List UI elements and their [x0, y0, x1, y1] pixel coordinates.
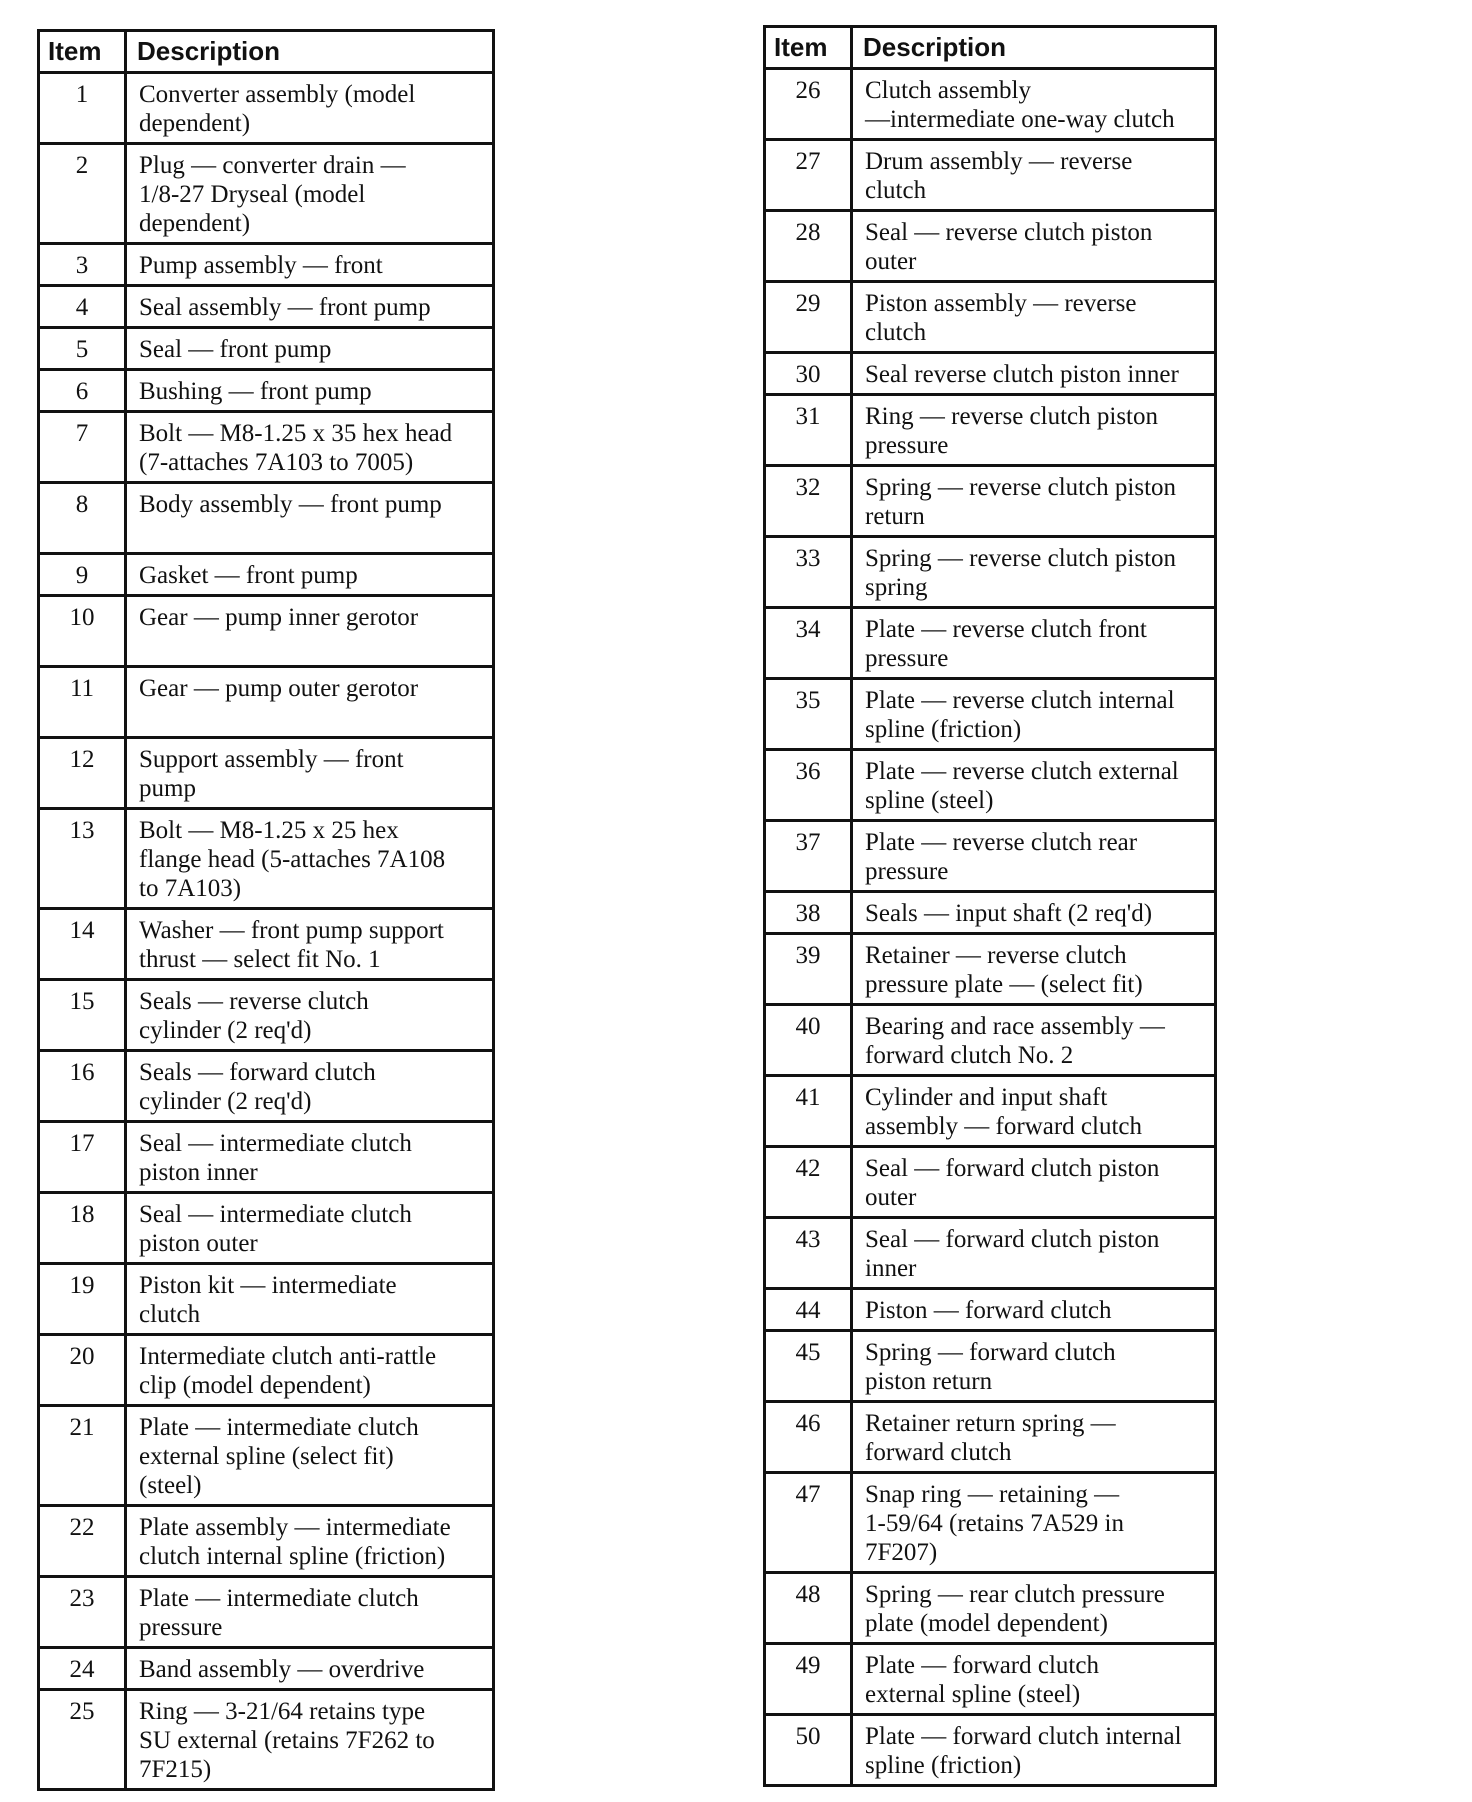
- item-description: [852, 466, 1216, 537]
- description-line: Bushing — front pump: [139, 378, 372, 405]
- item-number: 19: [39, 1264, 126, 1335]
- description-line: Piston assembly — reverse: [865, 290, 1137, 317]
- parts-table-left: [37, 29, 495, 1791]
- item-description: [126, 244, 494, 286]
- item-description: [126, 554, 494, 596]
- table-row: [765, 1005, 1216, 1076]
- description-line: Piston — forward clutch: [865, 1297, 1112, 1324]
- item-description: [126, 1335, 494, 1406]
- item-number: 39: [765, 934, 852, 1005]
- table-row: [39, 596, 494, 667]
- item-number: 30: [765, 353, 852, 395]
- item-column-header: Item: [39, 31, 126, 73]
- item-number: 25: [39, 1690, 126, 1790]
- description-line: Plug — converter drain —: [139, 152, 406, 179]
- description-line: Retainer — reverse clutch: [865, 942, 1127, 969]
- description-line: Intermediate clutch anti-rattle: [139, 1343, 437, 1370]
- description-line: Support assembly — front: [139, 746, 404, 773]
- item-description: [852, 892, 1216, 934]
- description-column-header: Description: [852, 27, 1216, 69]
- description-line: thrust — select fit No. 1: [139, 946, 381, 973]
- item-description: [126, 483, 494, 554]
- table-row: [39, 412, 494, 483]
- description-line: Spring — reverse clutch piston: [865, 474, 1177, 501]
- description-line: Body assembly — front pump: [139, 491, 442, 518]
- item-description: [852, 608, 1216, 679]
- description-line: Retainer return spring —: [865, 1410, 1116, 1437]
- description-line: Plate — reverse clutch internal: [865, 687, 1175, 714]
- description-line: pressure plate — (select fit): [865, 971, 1143, 998]
- table-row: [39, 1335, 494, 1406]
- description-line: Plate assembly — intermediate: [139, 1514, 451, 1541]
- item-description: [126, 909, 494, 980]
- description-line: Plate — intermediate clutch: [139, 1585, 419, 1612]
- table-row: [39, 1648, 494, 1690]
- table-row: [765, 1473, 1216, 1573]
- item-number: 11: [39, 667, 126, 738]
- description-line: Plate — forward clutch: [865, 1652, 1099, 1679]
- item-number: 42: [765, 1147, 852, 1218]
- item-number: 5: [39, 328, 126, 370]
- item-number: 28: [765, 211, 852, 282]
- description-line: 7F215): [139, 1756, 212, 1783]
- description-line: Bolt — M8-1.25 x 35 hex head: [139, 420, 453, 447]
- item-description: [126, 412, 494, 483]
- description-line: piston return: [865, 1368, 993, 1395]
- description-line: clip (model dependent): [139, 1372, 371, 1399]
- table-row: [39, 1051, 494, 1122]
- description-line: Plate — reverse clutch rear: [865, 829, 1138, 856]
- description-line: dependent): [139, 210, 251, 237]
- description-line: pressure: [139, 1614, 223, 1641]
- item-column-header: Item: [765, 27, 852, 69]
- item-number: 45: [765, 1331, 852, 1402]
- description-line: piston inner: [139, 1159, 258, 1186]
- description-line: forward clutch: [865, 1439, 1012, 1466]
- item-number: 3: [39, 244, 126, 286]
- table-row: [765, 395, 1216, 466]
- item-number: 26: [765, 69, 852, 140]
- table-row: [765, 821, 1216, 892]
- item-description: [126, 596, 494, 667]
- item-description: [126, 286, 494, 328]
- description-line: Clutch assembly: [865, 77, 1031, 104]
- description-line: spline (friction): [865, 716, 1022, 743]
- table-row: [39, 1193, 494, 1264]
- table-row: [39, 483, 494, 554]
- description-line: spline (friction): [865, 1752, 1022, 1779]
- table-row: [765, 892, 1216, 934]
- description-line: Pump assembly — front: [139, 252, 383, 279]
- item-number: 50: [765, 1715, 852, 1786]
- description-line: —intermediate one-way clutch: [865, 106, 1175, 133]
- description-line: Spring — rear clutch pressure: [865, 1581, 1165, 1608]
- description-line: pump: [139, 775, 196, 802]
- description-line: forward clutch No. 2: [865, 1042, 1074, 1069]
- description-line: Spring — forward clutch: [865, 1339, 1116, 1366]
- description-line: to 7A103): [139, 875, 242, 902]
- item-number: 43: [765, 1218, 852, 1289]
- item-number: 12: [39, 738, 126, 809]
- item-number: 47: [765, 1473, 852, 1573]
- table-row: [39, 244, 494, 286]
- item-description: [852, 1473, 1216, 1573]
- description-line: Seals — reverse clutch: [139, 988, 369, 1015]
- item-number: 10: [39, 596, 126, 667]
- item-description: [126, 1690, 494, 1790]
- description-line: Converter assembly (model: [139, 81, 416, 108]
- item-description: [126, 1648, 494, 1690]
- description-line: (steel): [139, 1472, 202, 1499]
- item-description: [852, 1218, 1216, 1289]
- table-row: [39, 286, 494, 328]
- description-line: external spline (select fit): [139, 1443, 394, 1470]
- item-description: [126, 1506, 494, 1577]
- item-number: 16: [39, 1051, 126, 1122]
- description-line: Spring — reverse clutch piston: [865, 545, 1177, 572]
- description-line: Gear — pump outer gerotor: [139, 675, 419, 702]
- item-number: 21: [39, 1406, 126, 1506]
- item-number: 6: [39, 370, 126, 412]
- item-description: [852, 1573, 1216, 1644]
- item-number: 36: [765, 750, 852, 821]
- table-row: [765, 211, 1216, 282]
- description-line: Seal reverse clutch piston inner: [865, 361, 1179, 388]
- description-line: Seal — intermediate clutch: [139, 1130, 412, 1157]
- description-line: Seal — front pump: [139, 336, 332, 363]
- item-description: [852, 69, 1216, 140]
- description-line: return: [865, 503, 925, 530]
- item-description: [852, 1331, 1216, 1402]
- description-line: 7F207): [865, 1539, 938, 1566]
- table-row: [39, 370, 494, 412]
- item-description: [852, 1076, 1216, 1147]
- description-line: 1-59/64 (retains 7A529 in: [865, 1510, 1124, 1537]
- table-row: [39, 73, 494, 144]
- item-description: [126, 809, 494, 909]
- item-number: 13: [39, 809, 126, 909]
- description-line: Ring — 3-21/64 retains type: [139, 1698, 426, 1725]
- table-row: [765, 934, 1216, 1005]
- table-row: [39, 667, 494, 738]
- parts-table-right: [763, 25, 1217, 1787]
- table-row: [39, 144, 494, 244]
- table-row: [765, 1402, 1216, 1473]
- description-line: Plate — reverse clutch front: [865, 616, 1147, 643]
- item-number: 15: [39, 980, 126, 1051]
- description-line: Piston kit — intermediate: [139, 1272, 397, 1299]
- item-description: [126, 1406, 494, 1506]
- item-number: 33: [765, 537, 852, 608]
- description-line: clutch: [865, 319, 927, 346]
- description-line: pressure: [865, 432, 949, 459]
- table-row: [765, 353, 1216, 395]
- item-number: 4: [39, 286, 126, 328]
- table-row: [39, 1690, 494, 1790]
- description-line: pressure: [865, 858, 949, 885]
- description-line: Seal assembly — front pump: [139, 294, 431, 321]
- table-row: [39, 1506, 494, 1577]
- item-description: [126, 667, 494, 738]
- table-row: [765, 69, 1216, 140]
- item-number: 34: [765, 608, 852, 679]
- item-description: [126, 1051, 494, 1122]
- description-line: spline (steel): [865, 787, 994, 814]
- item-number: 2: [39, 144, 126, 244]
- description-line: [139, 519, 486, 548]
- table-row: [765, 750, 1216, 821]
- item-number: 1: [39, 73, 126, 144]
- description-line: Seal — reverse clutch piston: [865, 219, 1153, 246]
- description-line: assembly — forward clutch: [865, 1113, 1143, 1140]
- description-line: flange head (5-attaches 7A108: [139, 846, 446, 873]
- item-number: 40: [765, 1005, 852, 1076]
- description-line: Seal — intermediate clutch: [139, 1201, 412, 1228]
- table-row: [39, 738, 494, 809]
- table-row: [765, 466, 1216, 537]
- description-line: Plate — forward clutch internal: [865, 1723, 1182, 1750]
- description-line: outer: [865, 248, 917, 275]
- item-description: [852, 1289, 1216, 1331]
- description-line: cylinder (2 req'd): [139, 1017, 312, 1044]
- item-number: 44: [765, 1289, 852, 1331]
- header-row: [39, 31, 494, 73]
- item-description: [852, 1147, 1216, 1218]
- parts-list-left: [39, 73, 494, 1790]
- table-row: [39, 1577, 494, 1648]
- item-description: [126, 1577, 494, 1648]
- description-line: Ring — reverse clutch piston: [865, 403, 1158, 430]
- table-row: [39, 809, 494, 909]
- parts-list-right: [765, 69, 1216, 1786]
- table-row: [765, 679, 1216, 750]
- description-line: outer: [865, 1184, 917, 1211]
- item-number: 41: [765, 1076, 852, 1147]
- table-row: [765, 1331, 1216, 1402]
- description-line: (7-attaches 7A103 to 7005): [139, 449, 414, 476]
- description-line: plate (model dependent): [865, 1610, 1108, 1637]
- description-line: clutch internal spline (friction): [139, 1543, 446, 1570]
- description-line: Seal — forward clutch piston: [865, 1155, 1160, 1182]
- description-line: clutch: [139, 1301, 201, 1328]
- item-description: [852, 140, 1216, 211]
- description-line: external spline (steel): [865, 1681, 1081, 1708]
- table-row: [39, 1264, 494, 1335]
- description-line: Washer — front pump support: [139, 917, 444, 944]
- description-line: clutch: [865, 177, 927, 204]
- item-description: [126, 73, 494, 144]
- description-line: Cylinder and input shaft: [865, 1084, 1108, 1111]
- item-description: [126, 980, 494, 1051]
- item-number: 7: [39, 412, 126, 483]
- table-row: [39, 980, 494, 1051]
- description-line: Bearing and race assembly —: [865, 1013, 1165, 1040]
- item-description: [852, 353, 1216, 395]
- item-description: [126, 738, 494, 809]
- item-description: [852, 1715, 1216, 1786]
- item-description: [852, 679, 1216, 750]
- item-description: [126, 1264, 494, 1335]
- item-description: [852, 934, 1216, 1005]
- item-description: [852, 1005, 1216, 1076]
- item-number: 35: [765, 679, 852, 750]
- table-row: [765, 608, 1216, 679]
- item-description: [126, 370, 494, 412]
- table-row: [39, 554, 494, 596]
- description-column-header: Description: [126, 31, 494, 73]
- description-line: SU external (retains 7F262 to: [139, 1727, 435, 1754]
- item-number: 46: [765, 1402, 852, 1473]
- description-line: [139, 632, 486, 661]
- item-number: 14: [39, 909, 126, 980]
- table-row: [765, 1715, 1216, 1786]
- item-number: 9: [39, 554, 126, 596]
- table-row: [765, 140, 1216, 211]
- description-line: cylinder (2 req'd): [139, 1088, 312, 1115]
- table-row: [765, 1076, 1216, 1147]
- item-number: 18: [39, 1193, 126, 1264]
- item-description: [126, 1122, 494, 1193]
- item-number: 27: [765, 140, 852, 211]
- item-description: [852, 750, 1216, 821]
- description-line: Bolt — M8-1.25 x 25 hex: [139, 817, 399, 844]
- description-line: Gear — pump inner gerotor: [139, 604, 419, 631]
- item-number: 32: [765, 466, 852, 537]
- description-line: dependent): [139, 110, 251, 137]
- description-line: spring: [865, 574, 928, 601]
- item-number: 22: [39, 1506, 126, 1577]
- description-line: 1/8-27 Dryseal (model: [139, 181, 366, 208]
- item-number: 17: [39, 1122, 126, 1193]
- item-number: 37: [765, 821, 852, 892]
- description-line: Plate — intermediate clutch: [139, 1414, 419, 1441]
- item-number: 38: [765, 892, 852, 934]
- table-row: [39, 328, 494, 370]
- item-description: [852, 821, 1216, 892]
- header-row: [765, 27, 1216, 69]
- description-line: piston outer: [139, 1230, 258, 1257]
- description-line: Seals — input shaft (2 req'd): [865, 900, 1153, 927]
- table-row: [39, 1406, 494, 1506]
- table-row: [765, 1218, 1216, 1289]
- item-description: [126, 328, 494, 370]
- item-description: [852, 211, 1216, 282]
- table-row: [765, 1289, 1216, 1331]
- item-number: 49: [765, 1644, 852, 1715]
- item-description: [126, 1193, 494, 1264]
- table-row: [765, 1147, 1216, 1218]
- item-description: [852, 1644, 1216, 1715]
- description-line: [139, 703, 486, 732]
- description-line: Band assembly — overdrive: [139, 1656, 425, 1683]
- table-row: [39, 909, 494, 980]
- description-line: Seals — forward clutch: [139, 1059, 376, 1086]
- item-number: 20: [39, 1335, 126, 1406]
- item-number: 24: [39, 1648, 126, 1690]
- item-description: [126, 144, 494, 244]
- description-line: Snap ring — retaining —: [865, 1481, 1120, 1508]
- item-description: [852, 395, 1216, 466]
- item-description: [852, 537, 1216, 608]
- table-row: [39, 1122, 494, 1193]
- item-number: 29: [765, 282, 852, 353]
- table-row: [765, 282, 1216, 353]
- item-description: [852, 1402, 1216, 1473]
- item-number: 23: [39, 1577, 126, 1648]
- item-number: 8: [39, 483, 126, 554]
- item-number: 48: [765, 1573, 852, 1644]
- table-row: [765, 537, 1216, 608]
- description-line: pressure: [865, 645, 949, 672]
- description-line: Gasket — front pump: [139, 562, 358, 589]
- description-line: inner: [865, 1255, 917, 1282]
- table-row: [765, 1644, 1216, 1715]
- description-line: Drum assembly — reverse: [865, 148, 1133, 175]
- description-line: Plate — reverse clutch external: [865, 758, 1179, 785]
- table-row: [765, 1573, 1216, 1644]
- description-line: Seal — forward clutch piston: [865, 1226, 1160, 1253]
- item-number: 31: [765, 395, 852, 466]
- item-description: [852, 282, 1216, 353]
